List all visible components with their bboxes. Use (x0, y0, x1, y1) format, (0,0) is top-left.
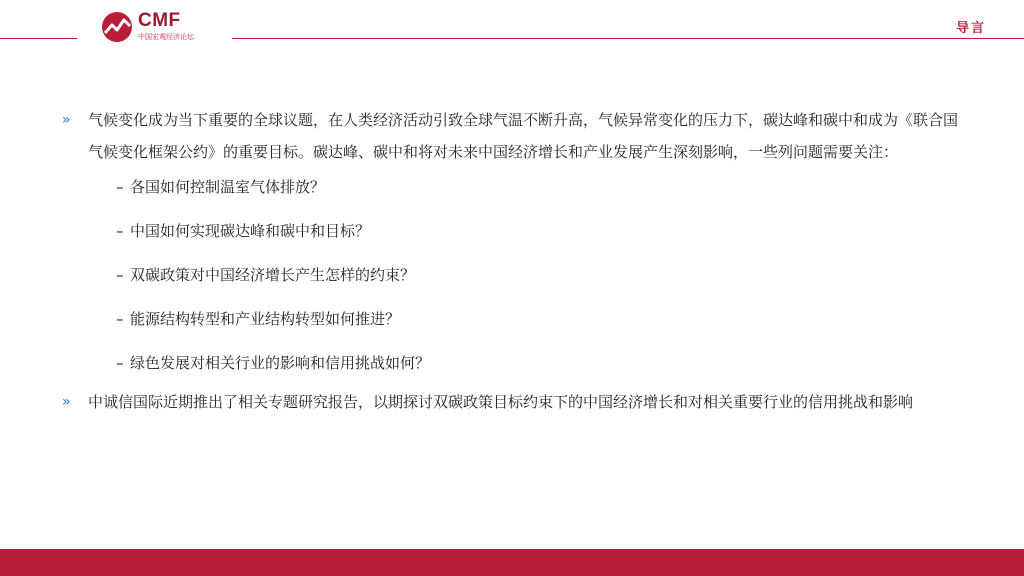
dash-icon: – (116, 354, 124, 372)
sub-item-text: 中国如何实现碳达峰和碳中和目标？ (130, 222, 371, 240)
sub-item (62, 176, 962, 198)
section-title: 导言 (955, 21, 986, 36)
sub-item (62, 352, 962, 374)
sub-item (62, 220, 962, 242)
cmf-logo (100, 10, 230, 44)
sub-list (62, 176, 962, 374)
dash-icon: – (116, 266, 124, 284)
dash-icon: – (116, 178, 124, 196)
dash-icon: – (116, 222, 124, 240)
sub-item-text: 绿色发展对相关行业的影响和信用挑战如何？ (130, 354, 431, 372)
slide-content (62, 104, 962, 418)
sub-item (62, 264, 962, 286)
logo-subtitle: 中国宏观经济论坛 (138, 33, 194, 41)
bullet-text: 气候变化成为当下重要的全球议题，在人类经济活动引致全球气温不断升高，气候异常变化的压力下，碳达峰和碳中和成为《联合国气候变化框架公约》的重要目标。碳达峰、碳中和将对未来中国经济增长和产业发展产生深刻影响，一些列问题需要关注： (88, 111, 959, 161)
bullet-text: 中诚信国际近期推出了相关专题研究报告，以期探讨双碳政策目标约束下的中国经济增长和对相关重要行业的信用挑战和影响 (88, 393, 914, 411)
dash-icon: – (116, 310, 124, 328)
header-rule-left (0, 38, 77, 39)
sub-item (62, 308, 962, 330)
footer-bar (0, 549, 1024, 576)
bullet-marker-icon: » (62, 394, 71, 410)
bullet-item (62, 386, 962, 418)
sub-item-text: 各国如何控制温室气体排放？ (130, 178, 326, 196)
sub-item-text: 双碳政策对中国经济增长产生怎样的约束？ (130, 266, 416, 284)
bullet-item (62, 104, 962, 168)
sub-item-text: 能源结构转型和产业结构转型如何推进？ (130, 310, 401, 328)
cmf-logo-icon (100, 10, 134, 44)
bullet-marker-icon: » (62, 112, 71, 128)
logo-text: CMF (138, 10, 181, 31)
header-rule-right (232, 38, 1024, 39)
